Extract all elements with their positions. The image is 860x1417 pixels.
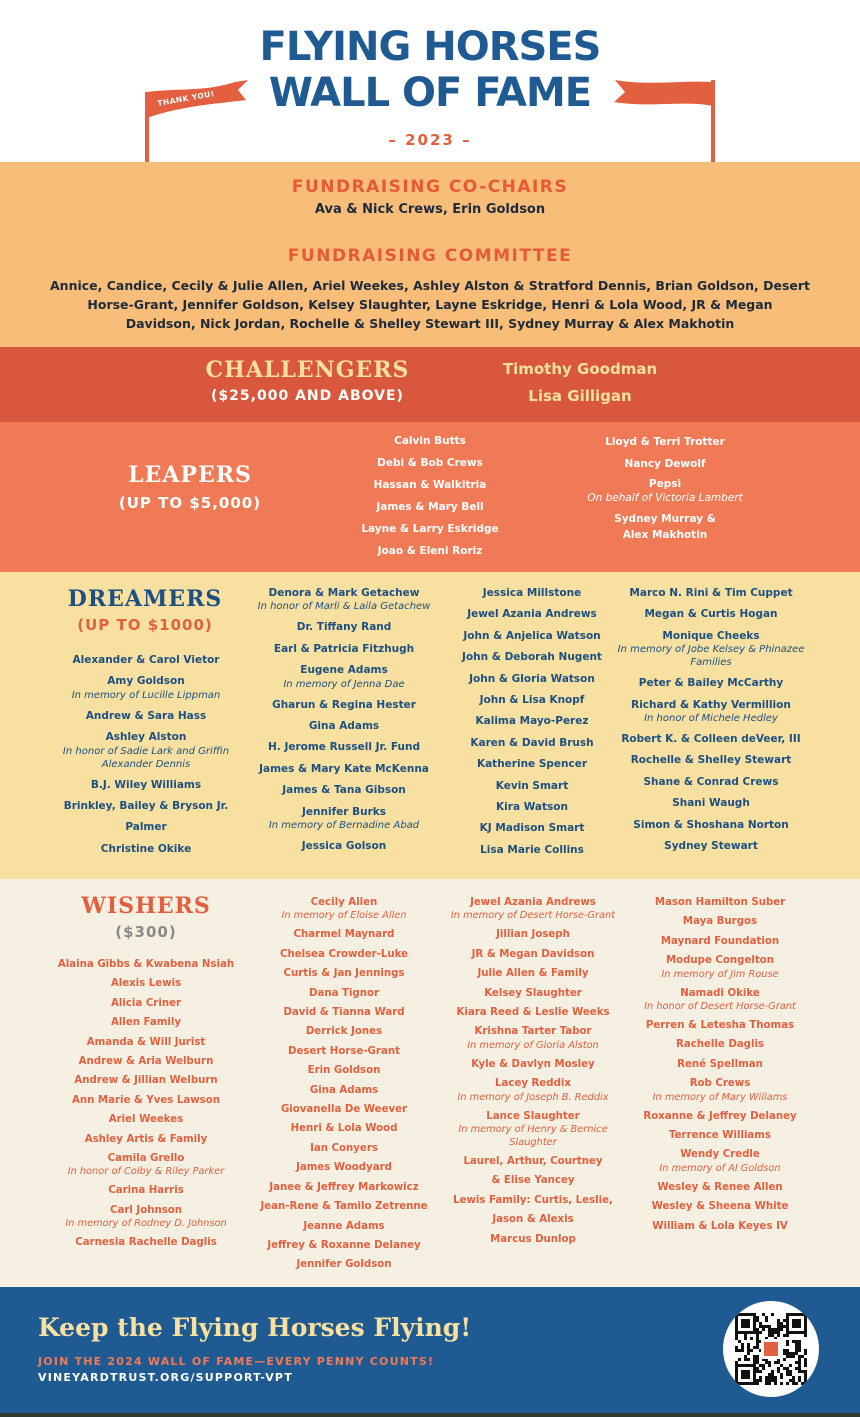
- committee-heading: FUNDRAISING COMMITTEE: [287, 246, 573, 266]
- donor-name: Jessica Millstone: [482, 587, 582, 599]
- committee-line: Annice, Candice, Cecily & Julie Allen, Ariel Weekes, Ashley Alston & Stratford Dennis, Brian Goldson, Desert: [50, 278, 810, 293]
- leapers-col1: [340, 430, 520, 562]
- donor-name: H. Jerome Russell Jr. Fund: [268, 741, 420, 754]
- donor-name: Eugene Adams: [300, 664, 388, 677]
- donor-name: Erin Goldson: [307, 1065, 381, 1077]
- donor-name: Calvin Butts: [394, 435, 466, 447]
- donor-name: Janee & Jeffrey Markowicz: [269, 1181, 419, 1193]
- donor-name: Krishna Tarter Tabor: [474, 1026, 592, 1038]
- donor-dedication: In honor of Marli & Laila Getachew: [257, 601, 431, 613]
- donor-name: Megan & Curtis Hogan: [644, 608, 778, 621]
- donor-name: Curtis & Jan Jennings: [283, 968, 405, 980]
- donor-name: Jennifer Burks: [302, 805, 386, 818]
- donor-name: Jillian Joseph: [496, 929, 570, 941]
- donor-name: Alexis Lewis: [110, 978, 182, 990]
- donor-name: Carnesia Rachelle Daglis: [75, 1237, 217, 1249]
- donor-dedication: In memory of Bernadine Abad: [268, 820, 420, 832]
- dreamers-col2: [238, 583, 450, 857]
- donor-name: Allen Family: [110, 1017, 182, 1029]
- donor-name: Kiara Reed & Leslie Weeks: [456, 1007, 610, 1019]
- donor-name: Rob Crews: [689, 1078, 751, 1090]
- donor-name: Ariel Weekes: [108, 1114, 184, 1126]
- donor-dedication: In memory of Lucille Lippman: [71, 689, 221, 701]
- donor-name: Kyle & Davlyn Mosley: [471, 1058, 595, 1070]
- donor-name: Sydney Murray &: [614, 513, 716, 525]
- donor-name: Modupe Congelton: [666, 955, 774, 967]
- donor-dedication: In memory of Jim Rouse: [661, 968, 779, 980]
- donor-dedication: In memory of Jenna Dae: [283, 678, 405, 690]
- donor-name: Carina Harris: [108, 1185, 184, 1197]
- donor-name: William & Lola Keyes IV: [652, 1220, 788, 1232]
- wishers-col3: [438, 893, 628, 1249]
- donor-name: Wendy Credle: [680, 1149, 760, 1161]
- footer-headline: Keep the Flying Horses Flying!: [38, 1313, 472, 1342]
- donor-dedication: In honor of Desert Horse-Grant: [644, 1001, 796, 1013]
- donor-name: Carl Johnson: [109, 1204, 183, 1216]
- donor-name: Wesley & Renee Allen: [657, 1181, 783, 1193]
- donor-name: Ashley Artis & Family: [84, 1133, 208, 1145]
- donor-dedication: In memory of Al Goldson: [659, 1162, 781, 1174]
- donor-name: Kevin Smart: [495, 779, 569, 792]
- cochairs-heading: FUNDRAISING CO-CHAIRS: [291, 177, 569, 197]
- donor-name: Perren & Letesha Thomas: [645, 1020, 795, 1032]
- donor-dedication: In memory of Joseph B. Reddix: [457, 1091, 609, 1103]
- wishers-title: WISHERS: [81, 893, 211, 919]
- donor-name: Derrick Jones: [305, 1026, 383, 1038]
- dreamers-col4: [611, 583, 811, 857]
- donor-name: & Elise Yancey: [491, 1175, 575, 1187]
- donor-name: KJ Madison Smart: [479, 822, 585, 835]
- donor-name: Christine Okike: [100, 842, 192, 855]
- committee-line: Horse-Grant, Jennifer Goldson, Kelsey Slaughter, Layne Eskridge, Henri & Lola Wood, JR & Megan: [87, 297, 773, 312]
- donor-name: James & Mary Bell: [376, 501, 484, 513]
- donor-dedication: In memory of Desert Horse-Grant: [450, 910, 616, 922]
- donor-dedication: In honor of Michele Hedley: [644, 713, 778, 725]
- donor-name: Gina Adams: [308, 720, 380, 733]
- wishers-col4: [620, 893, 820, 1236]
- donor-name: Jewel Azania Andrews: [470, 897, 596, 908]
- bottom-strip: [0, 1413, 860, 1417]
- donor-name: Wesley & Sheena White: [651, 1201, 789, 1213]
- donor-name: Earl & Patricia Fitzhugh: [273, 642, 415, 655]
- donor-name: Brinkley, Bailey & Bryson Jr.: [63, 800, 229, 813]
- donor-name: Camila Grello: [107, 1153, 185, 1165]
- donor-name: Jessica Golson: [301, 840, 387, 853]
- donor-name: Ian Conyers: [310, 1142, 378, 1154]
- donor-name: Alicia Criner: [111, 997, 181, 1009]
- donor-name: Namadi Okike: [680, 987, 760, 999]
- footer-url[interactable]: VINEYARDTRUST.ORG/SUPPORT-VPT: [38, 1371, 293, 1384]
- dreamers-title: DREAMERS: [67, 586, 223, 612]
- donor-name: Rochelle & Shelley Stewart: [630, 754, 792, 767]
- donor-name: Giovanella De Weever: [280, 1104, 408, 1116]
- wishers-range: ($300): [115, 923, 177, 941]
- year-label: – 2023 –: [388, 131, 472, 149]
- donor-name: Amy Goldson: [107, 675, 185, 688]
- donor-name: Jean-Rene & Tamilo Zetrenne: [260, 1201, 428, 1213]
- donor-name: Simon & Shoshana Norton: [633, 818, 789, 831]
- donor-dedication: In memory of Mary Willams: [652, 1091, 788, 1103]
- donor-name: Pepsi: [648, 478, 682, 490]
- donor-name: Chelsea Crowder-Luke: [279, 948, 409, 960]
- donor-name: Lance Slaughter: [486, 1110, 580, 1122]
- donor-name: Layne & Larry Eskridge: [361, 523, 499, 535]
- donor-name: Desert Horse-Grant: [288, 1045, 400, 1057]
- donor-note: On behalf of Victoria Lambert: [587, 492, 743, 504]
- donor-name: Julie Allen & Family: [477, 968, 589, 980]
- donor-name: Richard & Kathy Vermillion: [631, 698, 791, 711]
- wishers-section: [0, 879, 860, 1287]
- donor-name: John & Gloria Watson: [469, 672, 595, 685]
- donor-name: David & Tianna Ward: [283, 1007, 405, 1019]
- challengers-range: ($25,000 AND ABOVE): [211, 388, 404, 404]
- donor-name: James Woodyard: [296, 1162, 392, 1174]
- leapers-range: (UP TO $5,000): [118, 494, 262, 512]
- wishers-col1: [40, 955, 252, 1253]
- donor-name: Palmer: [125, 821, 167, 834]
- donor-name: Roxanne & Jeffrey Delaney: [643, 1110, 797, 1122]
- donor-name: Kelsey Slaughter: [484, 987, 582, 999]
- donor-name: Amanda & Will Jurist: [86, 1036, 206, 1048]
- donor-name: Alex Makhotin: [622, 529, 708, 541]
- donor-name: Gharun & Regina Hester: [272, 698, 416, 711]
- donor-name: Sydney Stewart: [664, 840, 758, 853]
- page-title-line2: WALL OF FAME: [268, 70, 592, 116]
- footer: [0, 1287, 860, 1417]
- donor-name: Joao & Eleni Roriz: [377, 545, 483, 557]
- donor-name: Andrew & Aria Welburn: [78, 1056, 214, 1068]
- donor-name: Maynard Foundation: [660, 935, 780, 947]
- donor-name: James & Mary Kate McKenna: [259, 762, 429, 775]
- challengers-title: CHALLENGERS: [205, 357, 410, 383]
- donor-name: Robert K. & Colleen deVeer, III: [621, 733, 801, 746]
- donor-name: Hassan & Walkitria: [373, 479, 487, 491]
- donor-name: Karen & David Brush: [470, 736, 594, 749]
- dreamers-col1: [40, 650, 252, 860]
- donor-name: Lisa Marie Collins: [480, 843, 584, 856]
- donor-name: Debi & Bob Crews: [377, 457, 483, 469]
- donor-name: Marco N. Rini & Tim Cuppet: [629, 587, 793, 599]
- donor-name: Rachelle Daglis: [675, 1039, 765, 1051]
- donor-name: Laurel, Arthur, Courtney: [463, 1156, 603, 1168]
- leapers-title: LEAPERS: [128, 462, 252, 488]
- committee-line: Davidson, Nick Jordan, Rochelle & Shelley Stewart III, Sydney Murray & Alex Makhotin: [125, 316, 735, 331]
- donor-name: John & Lisa Knopf: [479, 694, 585, 707]
- challengers-section: [0, 347, 860, 422]
- page-title-line1: FLYING HORSES: [259, 24, 601, 70]
- donor-dedication: In memory of Rodney D. Johnson: [65, 1218, 227, 1230]
- qr-code-pattern: [723, 1301, 819, 1397]
- donor-name: Lacey Reddix: [495, 1078, 571, 1090]
- donor-name: Andrew & Sara Hass: [85, 709, 207, 722]
- header: [0, 0, 860, 162]
- donor-name: Jennifer Goldson: [296, 1259, 392, 1271]
- donor-name: Jeanne Adams: [303, 1220, 385, 1232]
- donor-name: Henri & Lola Wood: [290, 1123, 398, 1135]
- donor-name: Alaina Gibbs & Kwabena Nsiah: [57, 959, 235, 970]
- donor-name: Jewel Azania Andrews: [467, 608, 597, 621]
- donor-name: JR & Megan Davidson: [471, 948, 595, 960]
- challenger-name: Lisa Gilligan: [528, 387, 632, 405]
- donor-name: Maya Burgos: [682, 916, 758, 928]
- donor-name: James & Tana Gibson: [282, 784, 406, 797]
- donor-name: John & Deborah Nugent: [462, 651, 602, 664]
- donor-name: Gina Adams: [309, 1084, 379, 1096]
- qr-code-icon[interactable]: [723, 1301, 819, 1397]
- donor-name: René Spellman: [677, 1058, 763, 1070]
- donor-dedication: In honor of Sadie Lark and Griffin Alexander Dennis: [62, 745, 230, 770]
- donor-name: B.J. Wiley Williams: [90, 778, 202, 791]
- donor-name: Monique Cheeks: [662, 629, 760, 642]
- flag-text: THANK YOU!: [156, 89, 216, 108]
- dreamers-section: [0, 572, 860, 879]
- donor-name: Jeffrey & Roxanne Delaney: [267, 1239, 421, 1251]
- donor-name: Charmel Maynard: [293, 929, 395, 941]
- dreamers-col3: [432, 583, 632, 861]
- donor-dedication: In memory of Henry & Bernice Slaughter: [458, 1124, 608, 1149]
- donor-name: Lewis Family: Curtis, Leslie,: [453, 1194, 613, 1206]
- leapers-col2: [570, 431, 760, 545]
- donor-name: Lloyd & Terri Trotter: [605, 436, 725, 448]
- donor-dedication: In memory of Gloria Alston: [467, 1039, 599, 1051]
- donor-dedication: In memory of Eloise Allen: [281, 910, 407, 922]
- donor-dedication: In memory of Jobe Kelsey & Phinazee Families: [617, 644, 805, 669]
- donor-name: Dana Tignor: [308, 987, 379, 999]
- cochairs-names: Ava & Nick Crews, Erin Goldson: [314, 202, 546, 217]
- donor-name: Marcus Dunlop: [490, 1233, 576, 1245]
- donor-name: Ann Marie & Yves Lawson: [72, 1094, 220, 1106]
- donor-name: Katherine Spencer: [476, 758, 588, 771]
- donor-name: Shane & Conrad Crews: [643, 775, 779, 788]
- donor-name: Jason & Alexis: [492, 1214, 574, 1226]
- donor-name: Dr. Tiffany Rand: [296, 621, 392, 634]
- donor-name: Kalima Mayo-Perez: [475, 715, 589, 728]
- wishers-col2: [244, 893, 444, 1275]
- donor-name: Denora & Mark Getachew: [268, 587, 420, 599]
- challenger-name: Timothy Goodman: [502, 360, 658, 378]
- leapers-section: [0, 422, 860, 572]
- footer-cta: JOIN THE 2024 WALL OF FAME—EVERY PENNY COUNTS!: [38, 1355, 435, 1368]
- donor-name: Mason Hamilton Suber: [654, 897, 786, 908]
- donor-name: Kira Watson: [496, 801, 568, 814]
- donor-name: Shani Waugh: [672, 797, 750, 810]
- donor-name: Nancy Dewolf: [624, 458, 706, 470]
- cochairs-section: [0, 162, 860, 347]
- donor-dedication: In honor of Colby & Riley Parker: [67, 1166, 225, 1178]
- dreamers-range: (UP TO $1000): [77, 616, 213, 634]
- donor-name: Peter & Bailey McCarthy: [638, 677, 784, 690]
- donor-name: Andrew & Jillian Welburn: [74, 1075, 218, 1087]
- donor-name: Terrence Williams: [669, 1130, 771, 1142]
- donor-name: Cecily Allen: [310, 897, 378, 908]
- donor-name: Alexander & Carol Vietor: [72, 654, 220, 666]
- donor-name: John & Anjelica Watson: [463, 629, 601, 642]
- donor-name: Ashley Alston: [105, 731, 187, 744]
